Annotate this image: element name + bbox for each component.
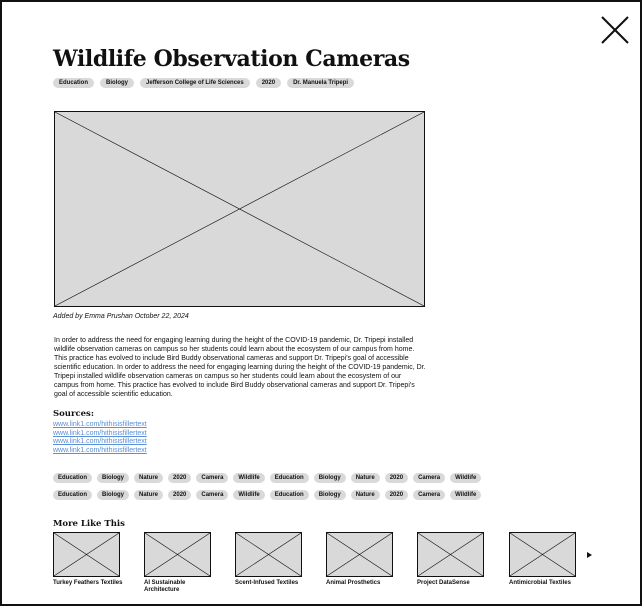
related-card-title: Scent-Infused Textiles xyxy=(235,580,299,586)
thumbnail-placeholder xyxy=(326,532,393,577)
tag[interactable]: Wildlife xyxy=(233,490,264,500)
tag[interactable]: 2020 xyxy=(385,473,408,483)
tag-biology[interactable]: Biology xyxy=(100,78,134,88)
related-card-title: Project DataSense xyxy=(417,580,470,586)
tag[interactable]: Nature xyxy=(134,473,163,483)
sources-heading: Sources: xyxy=(53,409,94,419)
source-link[interactable]: www.link1.com/hithisisfillertext xyxy=(53,446,147,454)
tag[interactable]: Biology xyxy=(97,490,129,500)
source-link[interactable]: www.link1.com/hithisisfillertext xyxy=(53,438,147,446)
description-text: In order to address the need for engaging learning during the height of the COVID-19 pandemic, Dr. Tripepi installed wildlife observation cameras on campus so her students could learn about the ecosystem of our campus from home. This practice has evolved to include Bird Buddy observational cameras and support Dr. Tripepi's goal of accessible scientific education. In order to address the need for engaging learning during the height of the COVID-19 pandemic, Dr. Tripepi installed wildlife observation cameras on campus so her students could learn about the ecosystem of our campus from home. This practice has evolved to include Bird Buddy observational cameras and support Dr. Tripepi's goal of accessible scientific education. xyxy=(54,337,426,398)
more-like-this-heading: More Like This xyxy=(53,519,125,529)
thumbnail-placeholder xyxy=(53,532,120,577)
tag[interactable]: Biology xyxy=(314,473,346,483)
tag[interactable]: Education xyxy=(270,473,309,483)
tag[interactable]: 2020 xyxy=(168,490,191,500)
related-card-title: Antimicrobial Textiles xyxy=(509,580,571,586)
tag[interactable]: Camera xyxy=(196,490,228,500)
tag[interactable]: Biology xyxy=(314,490,346,500)
tag-row-1 xyxy=(53,473,481,483)
header-tags xyxy=(53,78,354,88)
related-card-title: Animal Prosthetics xyxy=(326,580,381,586)
hero-image-placeholder xyxy=(54,111,425,307)
tag-row-2 xyxy=(53,490,481,500)
page-title: Wildlife Observation Cameras xyxy=(53,46,410,72)
related-card-title: AI Sustainable Architecture xyxy=(144,580,186,593)
tag-education[interactable]: Education xyxy=(53,78,94,88)
close-icon[interactable] xyxy=(599,14,631,46)
tag[interactable]: Education xyxy=(270,490,309,500)
sources-list xyxy=(53,421,147,455)
tag[interactable]: Education xyxy=(53,473,92,483)
tag[interactable]: Camera xyxy=(413,473,445,483)
thumbnail-placeholder xyxy=(144,532,211,577)
tag[interactable]: Camera xyxy=(196,473,228,483)
tag[interactable]: 2020 xyxy=(385,490,408,500)
tag[interactable]: Education xyxy=(53,490,92,500)
tag[interactable]: Wildlife xyxy=(450,490,481,500)
tag-author[interactable]: Dr. Manuela Tripepi xyxy=(287,78,354,88)
thumbnail-placeholder xyxy=(509,532,576,577)
thumbnail-placeholder xyxy=(417,532,484,577)
related-card[interactable] xyxy=(144,532,214,594)
source-link[interactable]: www.link1.com/hithisisfillertext xyxy=(53,421,147,428)
tag[interactable]: Nature xyxy=(351,490,380,500)
related-card[interactable] xyxy=(509,532,579,587)
carousel-next-icon[interactable] xyxy=(587,552,592,558)
related-card-title: Turkey Feathers Textiles xyxy=(53,580,123,586)
tag[interactable]: Biology xyxy=(97,473,129,483)
source-link[interactable]: www.link1.com/hithisisfillertext xyxy=(53,429,147,437)
tag[interactable]: Camera xyxy=(413,490,445,500)
tag[interactable]: Nature xyxy=(351,473,380,483)
related-card[interactable] xyxy=(417,532,487,587)
related-card[interactable] xyxy=(53,532,123,587)
tag[interactable]: Nature xyxy=(134,490,163,500)
related-card[interactable] xyxy=(326,532,396,587)
tag-college[interactable]: Jefferson College of Life Sciences xyxy=(140,78,250,88)
related-card[interactable] xyxy=(235,532,305,587)
tag[interactable]: Wildlife xyxy=(233,473,264,483)
tag-year[interactable]: 2020 xyxy=(256,78,281,88)
thumbnail-placeholder xyxy=(235,532,302,577)
tag[interactable]: 2020 xyxy=(168,473,191,483)
image-caption: Added by Emma Prushan October 22, 2024 xyxy=(53,313,189,320)
tag[interactable]: Wildlife xyxy=(450,473,481,483)
